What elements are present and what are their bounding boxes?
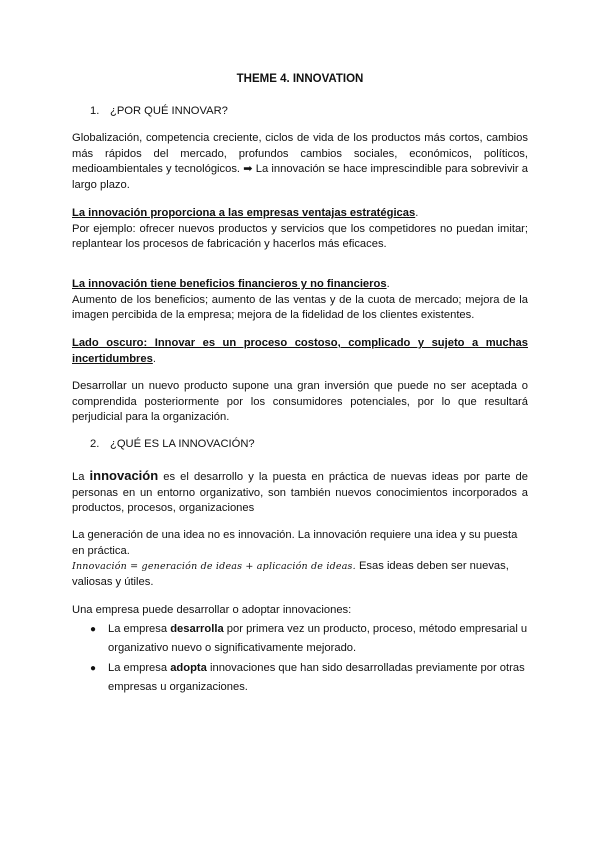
paragraph-why-innovate xyxy=(72,131,528,193)
paragraph-text: Globalización, competencia creciente, ciclos de vida de los productos más cortos, cambios más rápidos del mercado, profundos cambios sociales, económicos, políticos, medioambientales y tecnológicos. xyxy=(72,132,528,175)
paragraph-text: Esas ideas deben ser nuevas, valiosas y útiles. xyxy=(72,560,509,588)
item-keyword: adopta xyxy=(170,662,207,674)
heading-end: . xyxy=(152,352,156,365)
paragraph-financial-benefits xyxy=(72,277,528,324)
paragraph-dark-side xyxy=(72,336,528,367)
heading-end: . xyxy=(386,278,390,290)
bullet-icon: ● xyxy=(90,663,97,674)
paragraph-heading: La innovación tiene beneficios financieros y no financieros xyxy=(72,278,387,290)
paragraph-develop-or-adopt xyxy=(72,603,528,619)
paragraph-text: La generación de una idea no es innovación. La innovación requiere una idea y su puesta en práctica. xyxy=(72,529,518,557)
section-title: ¿POR QUÉ INNOVAR? xyxy=(110,105,228,117)
paragraph-investment xyxy=(72,379,528,426)
item-text: innovaciones que han sido desarrolladas previamente por otras empresas u organizaciones. xyxy=(108,662,525,693)
section-title: ¿QUÉ ES LA INNOVACIÓN? xyxy=(110,438,255,450)
paragraph-definition xyxy=(72,468,528,517)
list-item xyxy=(90,620,528,658)
page-title: THEME 4. INNOVATION xyxy=(236,73,364,85)
paragraph-heading: Lado oscuro: Innovar es un proceso costoso, complicado y sujeto a muchas incertidumbres xyxy=(72,337,528,365)
item-text: La empresa xyxy=(108,623,168,635)
section-number: 1. xyxy=(90,105,100,117)
paragraph-text: Desarrollar un nuevo producto supone una gran inversión que puede no ser aceptada o comprendida posteriormente por los consumidores potenciales, por lo que resultará perjudicial para la organización. xyxy=(72,380,528,423)
keyword-innovacion: innovación xyxy=(89,468,159,483)
paragraph-lead: La xyxy=(72,471,85,483)
paragraph-strategic-advantages xyxy=(72,206,528,253)
paragraph-text: La innovación se hace imprescindible para sobrevivir a largo plazo. xyxy=(72,163,529,191)
heading-end: . xyxy=(415,207,419,219)
paragraph-heading: La innovación proporciona a las empresas ventajas estratégicas xyxy=(72,207,416,219)
item-text: por primera vez un producto, proceso, método empresarial u organizativo nuevo o significativamente mejorado. xyxy=(108,623,528,654)
paragraph-text: Aumento de los beneficios; aumento de las ventas y de la cuota de mercado; mejora de la imagen percibida de la empresa; mejora de la fidelidad de los clientes existentes. xyxy=(72,293,528,321)
list-item xyxy=(90,659,528,697)
innovation-formula: Innovación = generación de ideas + aplicación de ideas. xyxy=(72,561,356,572)
paragraph-text: es el desarrollo y la puesta en práctica de nuevas ideas por parte de personas en un entorno organizativo, son también nuevos conocimientos incorporados a productos, procesos, organizaciones xyxy=(72,471,528,514)
item-text: La empresa xyxy=(108,662,168,674)
paragraph-text: Una empresa puede desarrollar o adoptar innovaciones: xyxy=(72,604,352,616)
section-heading-1 xyxy=(90,104,228,120)
bullet-icon: ● xyxy=(90,624,97,635)
paragraph-text: Por ejemplo: ofrecer nuevos productos y servicios que los competidores no puedan imitar; replantear los procesos de fabricación y hacerlos más eficaces. xyxy=(72,222,528,250)
bullet-list xyxy=(90,620,528,698)
paragraph-idea-generation xyxy=(72,528,528,590)
item-keyword: desarrolla xyxy=(170,623,224,635)
section-heading-2 xyxy=(90,437,255,453)
arrow-icon: ➡ xyxy=(243,163,253,175)
section-number: 2. xyxy=(90,438,100,450)
